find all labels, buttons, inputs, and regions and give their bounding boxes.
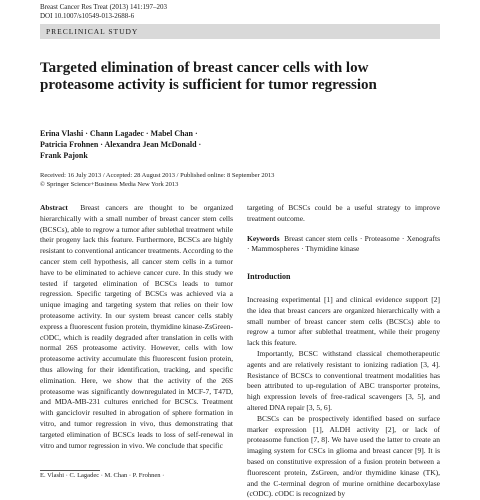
date-history: Received: 16 July 2013 / Accepted: 28 August 2013 / Published online: 8 September 2013 bbox=[40, 172, 275, 179]
section-label-bar bbox=[40, 24, 440, 39]
journal-header bbox=[40, 3, 167, 21]
keywords-text: Breast cancer stem cells · Proteasome · Xenografts · Mammospheres · Thymidine kinase bbox=[247, 233, 440, 254]
introduction-heading: Introduction bbox=[247, 272, 291, 282]
author-line: Frank Pajonk bbox=[40, 151, 88, 160]
footnote-rule bbox=[40, 470, 100, 471]
journal-citation: Breast Cancer Res Treat (2013) 141:197–203 bbox=[40, 3, 167, 11]
intro-paragraph: BCSCs can be prospectively identified based on surface marker expression [1], ALDH activity [2], or lack of proteasome function [7, 8]. We have used the latter to create an imaging system for CSCs in glioma and breast cancer [9]. It is based on constitutive expression of a fusion protein between a fluorescent protein, ZsGreen, and/or thymidine kinase (TK), and the C-terminal degron of murine ornithine decarboxylase (cODC). cODC is recognized by bbox=[247, 413, 440, 499]
left-column bbox=[40, 203, 233, 451]
article-title: Targeted elimination of breast cancer cells with low proteasome activity is sufficient for tumor regression bbox=[40, 60, 377, 93]
author-footnote: E. Vlashi · C. Lagadec · M. Chan · P. Frohnen · bbox=[40, 472, 165, 479]
publication-dates bbox=[40, 172, 274, 189]
author-list bbox=[40, 128, 340, 161]
author-line: Erina Vlashi · Chann Lagadec · Mabel Chan · bbox=[40, 129, 198, 138]
abstract bbox=[40, 203, 233, 451]
abstract-label: Abstract bbox=[40, 203, 68, 212]
author-line: Patricia Frohnen · Alexandra Jean McDonald · bbox=[40, 140, 202, 149]
intro-paragraph: Importantly, BCSC withstand classical chemotherapeutic agents and are relatively resistant to ionizing radiation [3, 4]. Resistance of BCSCs to conventional treatment modalities has been attributed to up-regulation of ABC transporter proteins, high expression levels of free-radical scavengers [3, 5], and altered DNA repair [3, 5, 6]. bbox=[247, 348, 440, 412]
keywords bbox=[247, 234, 440, 256]
intro-paragraph: Increasing experimental [1] and clinical evidence support [2] the idea that breast cancers are organized hierarchically with a small number of breast cancer stem cells (BCSCs) able to regrow a tumor after sublethal treatment, while their progeny lack this feature. bbox=[247, 294, 440, 348]
abstract-continuation: targeting of BCSCs could be a useful strategy to improve treatment outcome. bbox=[247, 203, 440, 223]
keywords-label: Keywords bbox=[247, 233, 280, 243]
doi: DOI 10.1007/s10549-013-2688-6 bbox=[40, 12, 135, 20]
right-column bbox=[247, 203, 440, 500]
copyright: © Springer Science+Business Media New York 2013 bbox=[40, 180, 179, 188]
section-label: PRECLINICAL STUDY bbox=[46, 27, 139, 36]
abstract-text: Breast cancers are thought to be organized hierarchically with a small number of breast cancer stem cells (BCSCs), able to regrow a tumor after sublethal treatment while their progeny lack this feature. Furthermore, BCSCs are highly resistant to conventional anticancer treatments. According to the cancer stem cell hypothesis, all cancer stem cells in a tumor have to be eliminated to achieve cancer cure. In this study we tested if targeted elimination of BCSCs leads to tumor regression. Specific targeting of BCSCs was achieved via a unique imaging and targeting system that relies on their low proteasome activity. In our system breast cancer cells stably express a fluorescent fusion protein, thymidine kinase-ZsGreen-cODC, which is readily degraded after translation in cells with normal 26S proteasome activity. However, cells with low proteasome activity accumulate this fluorescent fusion protein, thus allowing for their identification, tracking, and specific elimination. Here, we show that the activity of the 26S proteasome was significantly downregulated in MCF-7, T47D, and MDA-MB-231 cultures enriched for BCSCs. Treatment with ganciclovir resulted in abrogation of sphere formation in vitro, and tumor regression in vivo, thus demonstrating that targeted elimination of BCSCs leads to loss of self-renewal in vitro and tumor regression in vivo. We conclude that specific bbox=[40, 203, 234, 450]
